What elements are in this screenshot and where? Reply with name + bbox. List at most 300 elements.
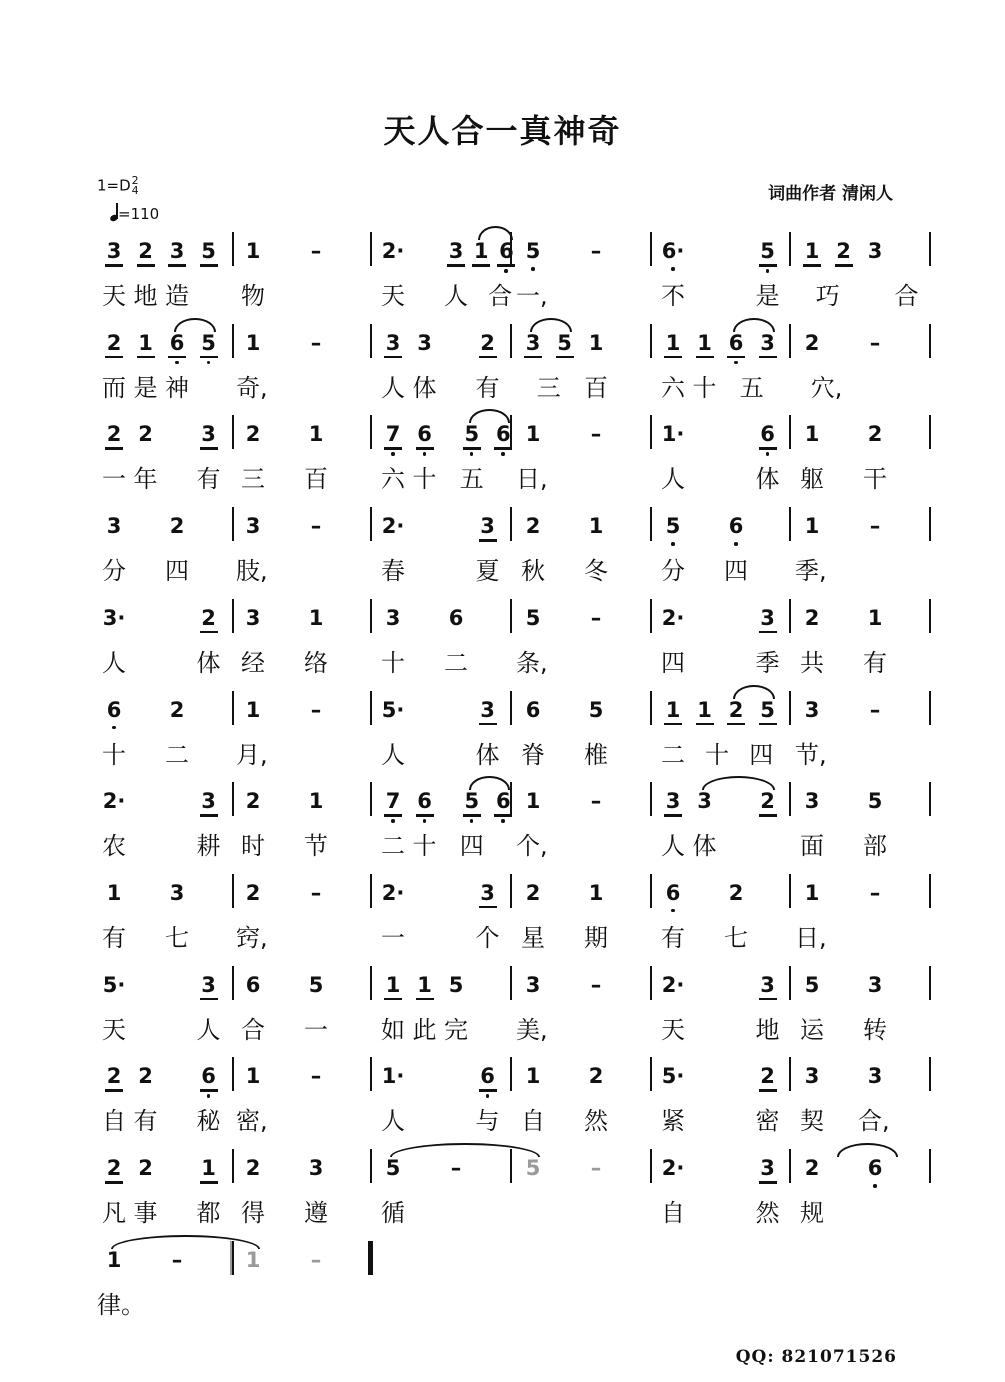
lyric-char: 自 <box>521 1107 545 1136</box>
note: 5 <box>308 972 324 997</box>
lyric-char: 二 <box>381 832 405 861</box>
song-title: 天人合一真神奇 <box>383 112 622 150</box>
eighth-underline <box>759 447 777 450</box>
bar-line <box>789 507 791 541</box>
eighth-underline <box>759 723 777 726</box>
bar-line <box>789 782 791 816</box>
eighth-underline <box>759 1089 777 1092</box>
lyric-char: 面 <box>800 832 824 861</box>
note: 3 <box>417 330 432 355</box>
note: 1 <box>308 422 324 447</box>
lyric-char: 合, <box>858 1107 890 1136</box>
note: 1 <box>588 514 604 539</box>
eighth-underline <box>105 447 123 450</box>
note: 3 <box>760 1156 775 1180</box>
note: 5· <box>102 972 126 997</box>
contact-footer: QQ: 821071526 <box>735 1347 897 1367</box>
bar-line <box>510 324 512 358</box>
note: 1 <box>525 1064 541 1089</box>
lyric-char: 神 <box>165 373 189 402</box>
lyric-char: 都 <box>196 1199 221 1227</box>
lyric-char: 运 <box>800 1015 824 1044</box>
eighth-underline <box>759 1181 777 1184</box>
lower-octave-dot <box>504 269 508 273</box>
eighth-underline <box>472 264 490 267</box>
lyric-char: 干 <box>863 465 887 494</box>
dash-note: – <box>590 422 602 447</box>
time-signature-top: 2 <box>131 174 139 187</box>
dash-note: – <box>590 605 602 630</box>
note: 6 <box>867 1156 883 1180</box>
dash-note: – <box>310 1064 322 1089</box>
eighth-underline <box>200 1181 218 1184</box>
note: 3 <box>106 239 122 263</box>
note: 6 <box>201 1064 216 1089</box>
eighth-underline <box>105 356 123 359</box>
bar-line <box>929 782 931 816</box>
bar-line <box>789 1149 791 1183</box>
eighth-underline <box>137 264 155 267</box>
note: 6 <box>495 422 511 447</box>
note: 2 <box>867 422 883 447</box>
lyric-char: 凡 <box>102 1199 126 1227</box>
lyric-char: 四 <box>724 557 748 586</box>
note: 2 <box>138 1064 153 1089</box>
eighth-underline <box>416 814 434 817</box>
lower-octave-dot <box>470 819 474 823</box>
note: 3 <box>480 514 495 539</box>
bar-line <box>929 232 931 266</box>
eighth-underline <box>664 814 682 817</box>
lyric-char: 六 <box>661 373 685 402</box>
note: 5 <box>464 789 480 814</box>
note: 2 <box>169 697 185 722</box>
lyric-char: 络 <box>304 648 328 677</box>
note: 1· <box>381 1064 405 1089</box>
lyric-char: 日, <box>795 923 827 952</box>
lyric-char: 造 <box>165 282 189 310</box>
eighth-underline <box>727 356 745 359</box>
note: 3 <box>448 239 464 263</box>
lyric-char: 契 <box>800 1107 824 1136</box>
tie-arc <box>469 776 511 790</box>
bar-line <box>370 874 372 908</box>
lyric-char: 二 <box>444 648 468 677</box>
lyric-char: 时 <box>241 832 265 861</box>
lower-octave-dot <box>423 452 427 456</box>
note: 5· <box>661 1064 685 1089</box>
note: 3 <box>106 514 122 539</box>
eighth-underline <box>479 906 497 909</box>
eighth-underline <box>759 998 777 1001</box>
bar-line <box>650 415 652 449</box>
note: 2· <box>661 605 685 630</box>
eighth-underline <box>384 447 402 450</box>
bar-line <box>232 324 234 358</box>
note: 5 <box>448 972 464 997</box>
bar-line <box>232 599 234 633</box>
note: 2 <box>138 1156 153 1180</box>
lower-octave-dot <box>531 267 535 271</box>
lyric-char: 人 <box>102 648 126 677</box>
bar-line <box>370 232 372 266</box>
lower-octave-dot <box>486 1094 490 1098</box>
lower-octave-dot <box>391 819 395 823</box>
lyric-char: 密, <box>236 1107 268 1136</box>
lyric-char: 体 <box>755 465 780 494</box>
lyric-char: 天 <box>102 1015 126 1044</box>
lyric-char: 秋 <box>521 557 545 586</box>
eighth-underline <box>759 631 777 634</box>
note: 5 <box>385 1156 401 1180</box>
lyric-char: 十 <box>412 832 437 861</box>
bar-line <box>789 324 791 358</box>
bar-line <box>789 415 791 449</box>
lyric-char: 一 <box>102 465 126 494</box>
note: 3 <box>867 972 883 997</box>
note: 3 <box>867 1064 883 1089</box>
lyric-char: 体 <box>692 832 717 861</box>
eighth-underline <box>105 1181 123 1184</box>
lyric-char: 百 <box>304 465 328 494</box>
note: 3 <box>385 605 401 630</box>
bar-line <box>232 415 234 449</box>
note: 1 <box>697 697 712 722</box>
eighth-underline <box>497 264 515 267</box>
tie-arc <box>111 1235 260 1249</box>
tie-arc <box>733 318 775 332</box>
note: 1 <box>106 880 122 905</box>
lyric-char: 合 <box>241 1015 265 1044</box>
dash-note: – <box>310 880 322 905</box>
bar-line <box>370 599 372 633</box>
lyric-char: 与 <box>475 1107 500 1136</box>
dash-note: – <box>310 239 322 263</box>
note: 6 <box>499 239 514 263</box>
note: 1 <box>245 239 261 263</box>
bar-line <box>370 691 372 725</box>
lower-octave-dot <box>112 726 116 730</box>
lyric-char: 人 <box>381 1107 405 1136</box>
lyric-char: 四 <box>661 648 685 677</box>
eighth-underline <box>105 264 123 267</box>
lyric-char: 三 <box>536 373 561 402</box>
note: 6 <box>760 422 775 447</box>
note: 2 <box>245 1156 261 1180</box>
lower-octave-dot <box>671 267 675 271</box>
lyric-char: 天 <box>381 282 405 310</box>
lyric-char: 脊 <box>521 740 545 769</box>
bar-line <box>650 507 652 541</box>
note: 3 <box>804 697 820 722</box>
eighth-underline <box>384 814 402 817</box>
dash-note: – <box>450 1156 462 1180</box>
lyric-char: 三 <box>241 465 265 494</box>
lyric-char: 个 <box>475 923 500 952</box>
tie-arc <box>174 318 216 332</box>
note: 2 <box>245 422 261 447</box>
note: 2 <box>169 514 185 539</box>
note: 2 <box>804 605 820 630</box>
note: 2· <box>381 239 405 263</box>
eighth-underline <box>696 723 714 726</box>
eighth-underline <box>137 356 155 359</box>
note: 2 <box>106 422 122 447</box>
lyric-char: 月, <box>236 740 268 769</box>
lyric-char: 一, <box>516 282 548 310</box>
note: 3 <box>697 789 712 814</box>
note: 2 <box>201 605 216 630</box>
bar-line <box>929 691 931 725</box>
eighth-underline <box>494 814 512 817</box>
lyric-char: 条, <box>516 648 548 677</box>
note: 6 <box>525 697 541 722</box>
note: 3 <box>308 1156 324 1180</box>
bar-line <box>510 874 512 908</box>
lyric-char: 有 <box>863 648 887 677</box>
lyric-char: 节 <box>304 832 328 861</box>
bar-line <box>510 966 512 1000</box>
lyric-char: 自 <box>102 1107 126 1136</box>
lower-octave-dot <box>470 452 474 456</box>
dash-note: – <box>869 697 881 722</box>
lyric-char: 一 <box>381 923 405 952</box>
bar-line <box>232 874 234 908</box>
bar-line <box>650 874 652 908</box>
note: 2 <box>138 239 153 263</box>
lyric-char: 四 <box>459 832 484 861</box>
lower-octave-dot <box>391 452 395 456</box>
lyric-char: 然 <box>584 1107 608 1136</box>
bar-line <box>650 966 652 1000</box>
lower-octave-dot <box>207 1094 211 1098</box>
bar-line <box>370 507 372 541</box>
note: 1 <box>308 789 324 814</box>
note: 2 <box>245 789 261 814</box>
bar-line <box>929 874 931 908</box>
dash-note: – <box>310 514 322 539</box>
lyric-char: 个, <box>516 832 548 861</box>
lyric-char: 遵 <box>304 1199 328 1227</box>
bar-line <box>370 782 372 816</box>
note: 6 <box>448 605 464 630</box>
note: 3 <box>245 605 261 630</box>
bar-line <box>789 599 791 633</box>
eighth-underline <box>479 356 497 359</box>
bar-line <box>232 232 234 266</box>
note: 6 <box>480 1064 495 1089</box>
note: 2· <box>381 880 405 905</box>
lyric-char: 冬 <box>584 557 608 586</box>
bar-line <box>510 507 512 541</box>
lyric-char: 紧 <box>661 1107 685 1136</box>
note: 2 <box>760 789 775 814</box>
bar-line <box>232 782 234 816</box>
note: 1 <box>106 1247 122 1272</box>
lyric-char: 物 <box>241 282 265 310</box>
lyric-char: 节, <box>795 740 827 769</box>
lyric-char: 然 <box>755 1199 780 1227</box>
author-credit: 词曲作者 清闲人 <box>768 184 893 204</box>
eighth-underline <box>200 631 218 634</box>
eighth-underline <box>556 356 574 359</box>
eighth-underline <box>759 356 777 359</box>
lyric-char: 分 <box>102 557 126 586</box>
bar-line <box>510 599 512 633</box>
eighth-underline <box>416 998 434 1001</box>
note: 1 <box>525 789 541 814</box>
note: 1 <box>417 972 432 997</box>
note: 1 <box>697 330 712 355</box>
note: 5 <box>201 330 216 355</box>
eighth-underline <box>416 447 434 450</box>
eighth-underline <box>384 998 402 1001</box>
note: 5 <box>464 422 480 447</box>
note: 1 <box>804 239 820 263</box>
note: 2 <box>480 330 495 355</box>
lyric-char: 密 <box>755 1107 780 1136</box>
note: 2 <box>760 1064 775 1089</box>
tie-arc <box>530 318 572 332</box>
eighth-underline <box>463 814 481 817</box>
bar-line <box>650 782 652 816</box>
bar-line <box>929 599 931 633</box>
note: 2 <box>728 697 744 722</box>
lyric-char: 人 <box>381 740 405 769</box>
note: 3 <box>480 697 495 722</box>
dash-note: – <box>310 330 322 355</box>
lyric-char: 年 <box>133 465 158 494</box>
note: 1 <box>804 514 820 539</box>
lyric-char: 不 <box>661 282 685 310</box>
note: 2 <box>106 1064 122 1089</box>
note: 1 <box>867 605 883 630</box>
lyric-char: 农 <box>102 832 126 861</box>
lyric-char: 完 <box>444 1015 468 1044</box>
lyric-char: 二 <box>165 740 189 769</box>
lyric-char: 转 <box>863 1015 887 1044</box>
tie-arc <box>837 1143 897 1157</box>
bar-line <box>650 232 652 266</box>
eighth-underline <box>463 447 481 450</box>
lyric-char: 体 <box>412 373 437 402</box>
note: 3 <box>760 972 775 997</box>
eighth-underline <box>524 356 542 359</box>
lyric-char: 此 <box>412 1015 437 1044</box>
lower-octave-dot <box>501 452 505 456</box>
lyric-char: 季, <box>795 557 827 586</box>
note: 3 <box>245 514 261 539</box>
lyric-char: 窍, <box>236 923 268 952</box>
note: 3 <box>804 789 820 814</box>
note: 1 <box>804 422 820 447</box>
note: 1 <box>473 239 489 263</box>
note: 1 <box>665 330 681 355</box>
lyric-char: 人 <box>196 1015 221 1044</box>
eighth-underline <box>479 1089 497 1092</box>
lyric-char: 十 <box>692 373 717 402</box>
eighth-underline <box>200 356 218 359</box>
lyric-char: 四 <box>165 557 189 586</box>
note: 6 <box>106 697 122 722</box>
lyric-char: 十 <box>102 740 126 769</box>
lyric-char: 有 <box>196 465 221 494</box>
lower-octave-dot <box>175 361 179 365</box>
bar-line <box>232 1057 234 1091</box>
lyric-char: 夏 <box>475 557 500 586</box>
eighth-underline <box>759 264 777 267</box>
note: 1 <box>525 422 541 447</box>
lyric-char: 春 <box>381 557 405 586</box>
lyric-char: 五 <box>739 373 764 402</box>
eighth-underline <box>200 264 218 267</box>
lyric-char: 人 <box>381 373 405 402</box>
note: 1 <box>245 1064 261 1089</box>
note: 2· <box>661 1156 685 1180</box>
lyric-char: 十 <box>381 648 405 677</box>
eighth-underline <box>168 264 186 267</box>
dash-note: – <box>310 1247 322 1272</box>
note: 1 <box>588 880 604 905</box>
lyric-char: 如 <box>381 1015 405 1044</box>
lower-octave-dot <box>501 819 505 823</box>
lower-octave-dot <box>423 819 427 823</box>
bar-line <box>510 691 512 725</box>
note: 3 <box>201 972 216 997</box>
eighth-underline <box>168 356 186 359</box>
bar-line <box>789 1057 791 1091</box>
bar-line <box>789 232 791 266</box>
lyric-char: 自 <box>661 1199 685 1227</box>
bar-line <box>929 507 931 541</box>
lyric-char: 而 <box>102 373 126 402</box>
note: 3 <box>201 422 216 447</box>
note: 2 <box>728 880 744 905</box>
tie-arc <box>478 226 513 240</box>
note: 5 <box>201 239 216 263</box>
lyric-char: 躯 <box>800 465 824 494</box>
note: 7 <box>385 422 401 447</box>
lyric-char: 共 <box>800 648 824 677</box>
bar-line <box>929 415 931 449</box>
note: 1 <box>588 330 604 355</box>
lyric-char: 美, <box>516 1015 548 1044</box>
note: 5 <box>804 972 820 997</box>
time-signature-bottom: 4 <box>131 184 139 197</box>
note: 1 <box>245 330 261 355</box>
bar-line <box>650 1149 652 1183</box>
note: 5 <box>665 514 681 539</box>
lower-octave-dot <box>734 361 738 365</box>
lyric-char: 巧 <box>815 282 840 310</box>
lyric-char: 合 <box>894 282 919 310</box>
note: 6 <box>417 422 432 447</box>
tie-arc <box>469 409 511 423</box>
bar-line <box>929 966 931 1000</box>
bar-line <box>232 966 234 1000</box>
note: 2 <box>525 514 541 539</box>
final-bar-line <box>368 1241 373 1275</box>
lyric-char: 一 <box>304 1015 328 1044</box>
bar-line <box>789 966 791 1000</box>
eighth-underline <box>447 264 465 267</box>
lyric-char: 体 <box>475 740 500 769</box>
dash-note: – <box>171 1247 183 1272</box>
bar-line <box>232 691 234 725</box>
note: 6 <box>728 514 744 539</box>
lyric-char: 有 <box>102 923 126 952</box>
note: 2· <box>102 789 126 814</box>
